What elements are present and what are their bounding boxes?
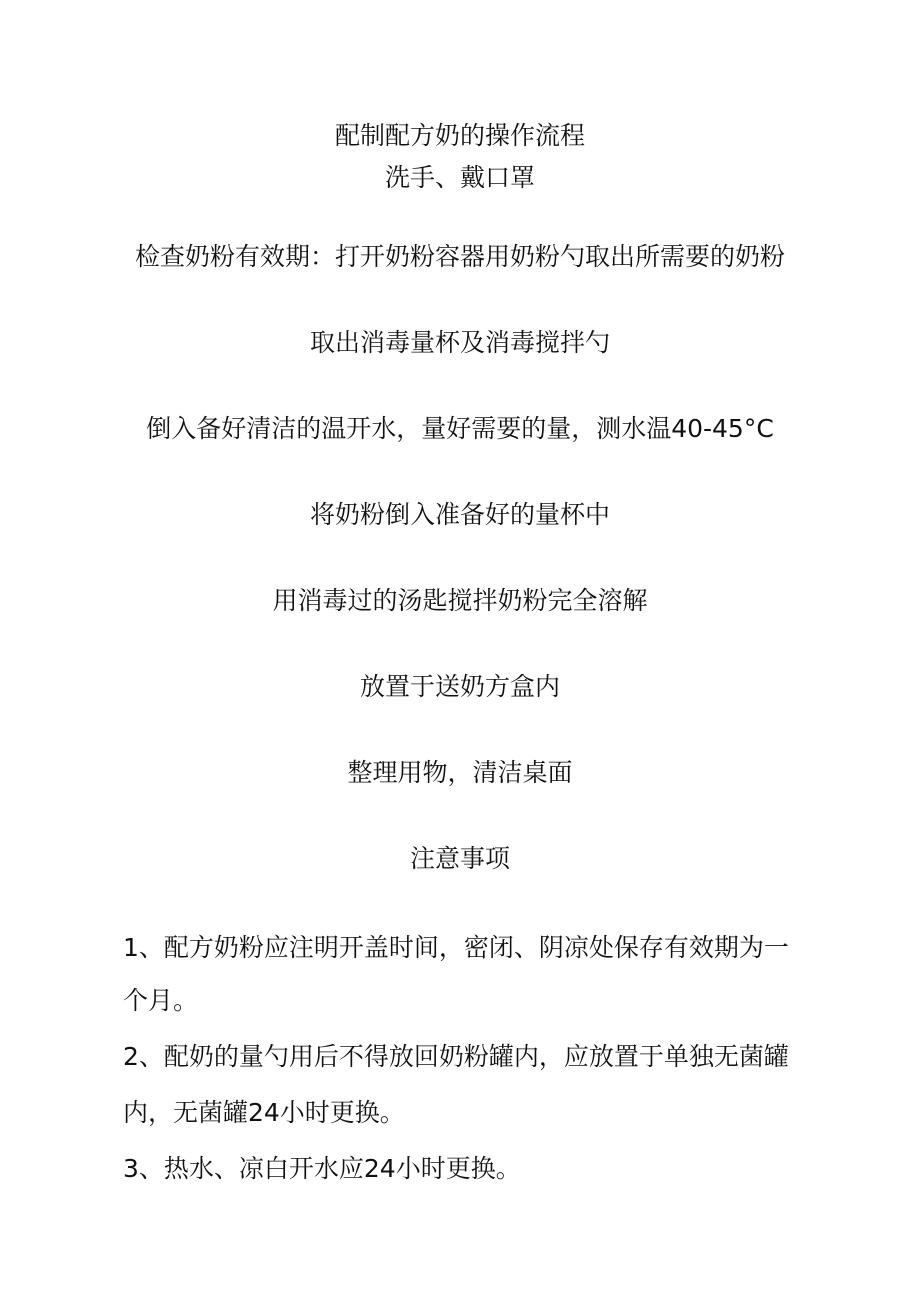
note-1-line-2: 个月。 [123,986,199,1015]
step-place-box: 放置于送奶方盒内 [359,672,560,701]
note-2-line-1: 2、配奶的量勺用后不得放回奶粉罐内，应放置于单独无菌罐 [123,1042,789,1071]
notes-heading: 注意事项 [409,844,510,873]
document-title: 配制配方奶的操作流程 [334,121,585,150]
step-clean-up: 整理用物，清洁桌面 [347,758,573,787]
note-1-line-1: 1、配方奶粉应注明开盖时间，密闭、阴凉处保存有效期为一 [123,933,789,962]
step-wash-hands: 洗手、戴口罩 [384,163,535,192]
step-pour-water: 倒入备好清洁的温开水，量好需要的量，测水温40-45°C [146,414,774,443]
step-add-powder: 将奶粉倒入准备好的量杯中 [309,500,610,529]
step-check-formula: 检查奶粉有效期：打开奶粉容器用奶粉勺取出所需要的奶粉 [134,242,785,271]
note-2-line-2: 内，无菌罐24小时更换。 [123,1098,405,1127]
note-3-line-1: 3、热水、凉白开水应24小时更换。 [123,1154,521,1183]
step-take-cup: 取出消毒量杯及消毒搅拌勺 [309,328,610,357]
step-stir: 用消毒过的汤匙搅拌奶粉完全溶解 [272,586,648,615]
